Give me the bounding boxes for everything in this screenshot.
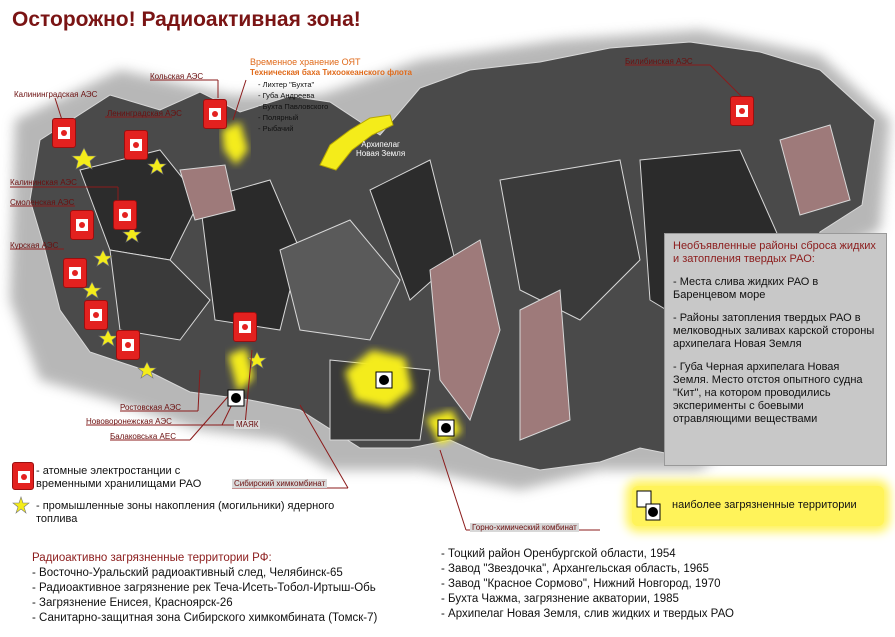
legend-most-text: наиболее загрязненные территории: [672, 499, 857, 511]
radiation-icon: [228, 390, 244, 406]
npp-novovoronezh-icon: [84, 300, 108, 330]
label-kursk-npp: Курская АЭС: [10, 241, 59, 250]
label-kola-npp: Кольская АЭС: [150, 72, 204, 81]
footer-right-item: - Бухта Чажма, загрязнение акватории, 1985: [441, 593, 679, 605]
footer-right-item: - Завод "Звездочка", Архангельская область, 1965: [441, 563, 709, 575]
legend-npp-icon: [12, 462, 34, 490]
npp-kaliningrad-icon: [52, 118, 76, 148]
label-novovoronezh-npp: Нововоронежская АЭС: [86, 417, 172, 426]
label-bilibino-npp: Билибинская АЭС: [625, 57, 693, 66]
npp-smolensk-icon: [70, 210, 94, 240]
storage-item: - Полярный: [258, 113, 299, 122]
info-item: - Районы затопления твердых РАО в мелководных заливах карской стороны архипелага Новая Земля: [673, 312, 875, 350]
label-kaliningrad-npp: Калининградская АЭС: [14, 90, 98, 99]
legend-radiation-icon: [636, 490, 666, 524]
radiation-icon: [376, 372, 392, 388]
footer-left-item: - Загрязнение Енисея, Красноярск-26: [32, 597, 233, 609]
info-box: [664, 233, 887, 466]
npp-kursk-icon: [63, 258, 87, 288]
footer-heading: Радиоактивно загрязненные территории РФ:: [32, 552, 272, 564]
info-heading: Необъявленные районы сброса жидких и затопления твердых РАО:: [673, 240, 876, 265]
label-leningrad-npp: Ленинградская АЭС: [107, 109, 182, 118]
label-mining-chem: Горно-химический комбинат: [472, 523, 577, 532]
label-smolensk-npp: Смоленская АЭС: [10, 198, 75, 207]
label-balakovo-npp: Балаковська АЕС: [110, 432, 176, 441]
info-item: - Губа Черная архипелага Новая Земля. Место отстоя опытного судна "Кит", на котором проводились эксперименты с боевыми отравляющими веществами: [673, 361, 863, 425]
legend-zones-text: - промышленные зоны накопления (могильники) ядерного топлива: [36, 500, 335, 525]
storage-item: - Бухта Павловского: [258, 102, 329, 111]
npp-balakovo-icon: [233, 312, 257, 342]
legend-npp-text: - атомные электростанции с временными хранилищами РАО: [36, 465, 202, 490]
npp-kola-icon: [203, 99, 227, 129]
info-item: - Места слива жидких РАО в Баренцевом море: [673, 276, 819, 301]
label-mayak: МАЯК: [236, 420, 259, 429]
page-title: Осторожно! Радиоактивная зона!: [12, 8, 361, 31]
label-siberian-chem: Сибирский химкомбинат: [234, 479, 326, 488]
storage-item: - Лихтер "Бухта": [258, 80, 315, 89]
footer-left-item: - Радиоактивное загрязнение рек Теча-Исеть-Тобол-Иртыш-Обь: [32, 582, 376, 594]
npp-kalinin-icon: [113, 200, 137, 230]
label-rostov-npp: Ростовская АЭС: [120, 403, 181, 412]
footer-right-item: - Тоцкий район Оренбургской области, 1954: [441, 548, 676, 560]
storage-item: - Губа Андреева: [258, 91, 315, 100]
storage-title: Временное хранение ОЯТ: [250, 57, 361, 67]
npp-rostov-icon: [116, 330, 140, 360]
storage-item: - Рыбачий: [258, 124, 294, 133]
npp-leningrad-icon: [124, 130, 148, 160]
npp-bilibino-icon: [730, 96, 754, 126]
footer-left-item: - Санитарно-защитная зона Сибирского химкомбината (Томск-7): [32, 612, 378, 624]
footer-right-item: - Архипелаг Новая Земля, слив жидких и твердых РАО: [441, 608, 734, 620]
label-novaya-zemlya: Архипелаг Новая Земля: [356, 140, 406, 158]
footer-left-item: - Восточно-Уральский радиоактивный след, Челябинск-65: [32, 567, 343, 579]
storage-subtitle: Техническая баха Тихоокеанского флота: [250, 68, 412, 77]
legend-star-icon: [12, 496, 30, 514]
footer-right-item: - Завод "Красное Сормово", Нижний Новгород, 1970: [441, 578, 721, 590]
label-kalinin-npp: Калининская АЭС: [10, 178, 77, 187]
radiation-icon: [438, 420, 454, 436]
